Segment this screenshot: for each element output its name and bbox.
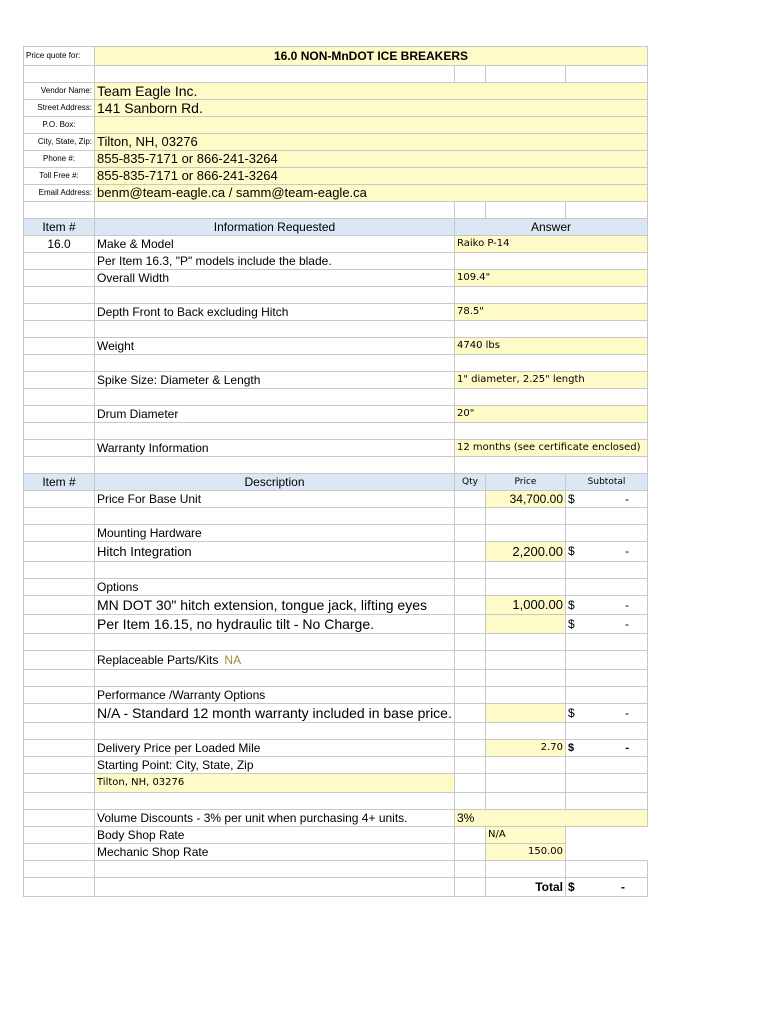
street-address-field[interactable]: 141 Sanborn Rd. xyxy=(95,100,648,117)
phone-label: Phone #: xyxy=(24,151,95,168)
info-label: Depth Front to Back excluding Hitch xyxy=(95,304,455,321)
parts-value: NA xyxy=(224,653,242,667)
body-shop-rate-field[interactable]: N/A xyxy=(486,827,566,844)
option-2-price-field[interactable] xyxy=(486,615,566,634)
info-label: Weight xyxy=(95,338,455,355)
total-label: Total xyxy=(486,878,566,897)
options-label: Options xyxy=(95,579,455,596)
base-price-field[interactable]: 34,700.00 xyxy=(486,491,566,508)
street-address-label: Street Address: xyxy=(24,100,95,117)
starting-point-field[interactable]: Tilton, NH, 03276 xyxy=(95,774,455,793)
page-title: 16.0 NON-MnDOT ICE BREAKERS xyxy=(95,47,648,66)
info-col-requested: Information Requested xyxy=(95,219,455,236)
phone-field[interactable]: 855-835-7171 or 866-241-3264 xyxy=(95,151,648,168)
mounting-hardware-label: Mounting Hardware xyxy=(95,525,455,542)
base-unit-label: Price For Base Unit xyxy=(95,491,455,508)
city-state-zip-label: City, State, Zip: xyxy=(24,134,95,151)
info-label: Drum Diameter xyxy=(95,406,455,423)
item-number: 16.0 xyxy=(24,236,95,253)
subtotal-cell: $ - xyxy=(566,596,648,615)
qty-field[interactable] xyxy=(455,491,486,508)
pricing-col-qty: Qty xyxy=(455,474,486,491)
warranty-price-field[interactable] xyxy=(486,704,566,723)
subtotal-cell: $ - xyxy=(566,491,648,508)
starting-point-label: Starting Point: City, State, Zip xyxy=(95,757,455,774)
info-label: Spike Size: Diameter & Length xyxy=(95,372,455,389)
info-label: Overall Width xyxy=(95,270,455,287)
info-answer-field[interactable]: 1" diameter, 2.25" length xyxy=(455,372,648,389)
mechanic-shop-rate-field[interactable]: 150.00 xyxy=(486,844,566,861)
qty-field[interactable] xyxy=(455,615,486,634)
volume-discount-field[interactable]: 3% xyxy=(455,810,648,827)
po-box-field[interactable] xyxy=(95,117,648,134)
info-answer-field[interactable]: 12 months (see certificate enclosed) xyxy=(455,440,648,457)
mechanic-shop-label: Mechanic Shop Rate xyxy=(95,844,455,861)
email-field[interactable]: benm@team-eagle.ca / samm@team-eagle.ca xyxy=(95,185,648,202)
pricing-col-subtotal: Subtotal xyxy=(566,474,648,491)
pricing-col-description: Description xyxy=(95,474,455,491)
info-col-item: Item # xyxy=(24,219,95,236)
info-label: Make & Model xyxy=(95,236,455,253)
info-answer-field[interactable]: 109.4" xyxy=(455,270,648,287)
option-2-label: Per Item 16.15, no hydraulic tilt - No Charge. xyxy=(95,615,455,634)
quote-sheet xyxy=(23,46,648,897)
info-label: Warranty Information xyxy=(95,440,455,457)
volume-discount-label: Volume Discounts - 3% per unit when purchasing 4+ units. xyxy=(95,810,455,827)
info-col-answer: Answer xyxy=(455,219,648,236)
body-shop-label: Body Shop Rate xyxy=(95,827,455,844)
hitch-price-field[interactable]: 2,200.00 xyxy=(486,542,566,562)
delivery-price-field[interactable]: 2.70 xyxy=(486,740,566,757)
qty-field[interactable] xyxy=(455,542,486,562)
info-answer-field[interactable]: 20" xyxy=(455,406,648,423)
delivery-subtotal: $ - xyxy=(566,740,648,757)
subtotal-cell: $ - xyxy=(566,542,648,562)
subtotal-cell: $ - xyxy=(566,704,648,723)
city-state-zip-field[interactable]: Tilton, NH, 03276 xyxy=(95,134,648,151)
pricing-col-item: Item # xyxy=(24,474,95,491)
info-answer-field[interactable]: 78.5" xyxy=(455,304,648,321)
toll-free-label: Toll Free #: xyxy=(24,168,95,185)
vendor-name-field[interactable]: Team Eagle Inc. xyxy=(95,83,648,100)
info-answer-field[interactable]: 4740 lbs xyxy=(455,338,648,355)
vendor-name-label: Vendor Name: xyxy=(24,83,95,100)
performance-warranty-desc: N/A - Standard 12 month warranty included in base price. xyxy=(95,704,455,723)
pricing-col-price: Price xyxy=(486,474,566,491)
qty-field[interactable] xyxy=(455,596,486,615)
price-quote-label: Price quote for: xyxy=(24,47,95,66)
hitch-integration-label: Hitch Integration xyxy=(95,542,455,562)
delivery-label: Delivery Price per Loaded Mile xyxy=(95,740,455,757)
po-box-label: P.O. Box: xyxy=(24,117,95,134)
qty-field[interactable] xyxy=(455,704,486,723)
email-label: Email Address: xyxy=(24,185,95,202)
performance-warranty-label: Performance /Warranty Options xyxy=(95,687,455,704)
total-value: $ - xyxy=(566,878,648,897)
info-answer-field[interactable]: Raiko P-14 xyxy=(455,236,648,253)
subtotal-cell: $ - xyxy=(566,615,648,634)
option-1-price-field[interactable]: 1,000.00 xyxy=(486,596,566,615)
option-1-label: MN DOT 30" hitch extension, tongue jack, lifting eyes xyxy=(95,596,455,615)
toll-free-field[interactable]: 855-835-7171 or 866-241-3264 xyxy=(95,168,648,185)
info-answer-field[interactable] xyxy=(455,253,648,270)
info-label: Per Item 16.3, "P" models include the blade. xyxy=(95,253,455,270)
replaceable-parts-label: Replaceable Parts/Kits NA xyxy=(95,651,455,670)
